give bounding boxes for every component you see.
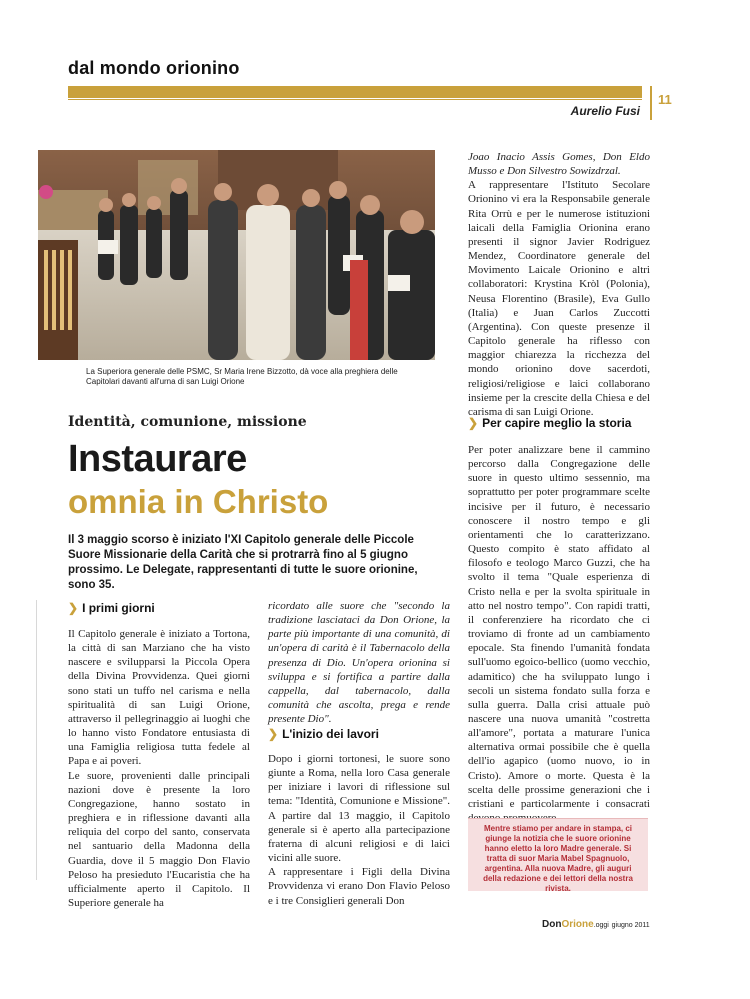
subhead-capire-storia xyxy=(468,416,648,430)
chevron-right-icon: ❯ xyxy=(268,727,279,741)
header-gold-rule xyxy=(68,86,642,98)
section-title: dal mondo orionino xyxy=(68,58,240,78)
page-number: 11 xyxy=(658,92,672,107)
column-3-text xyxy=(468,150,650,419)
column-2-text xyxy=(268,752,450,908)
note-text: Mentre stiamo per andare in stampa, ci giunge la notizia che le suore orionine hanno eletto la loro Madre generale. Si tratta di suor Maria Mabel Spagnuolo, argentina. Alla nuova Madre, gli auguri della redazione e dei lettori della nostra rivista. xyxy=(483,824,633,893)
chapel-photo xyxy=(38,150,435,360)
column-1-text xyxy=(68,627,250,910)
brand-don: Don xyxy=(542,919,562,930)
article-kicker: Identità, comunione, missione xyxy=(68,414,307,430)
brand-orione: Orione xyxy=(561,919,594,930)
subhead-text: Per capire meglio la storia xyxy=(482,416,632,430)
paragraph: Per poter analizzare bene il cammino percorso dalla Congregazione delle suore in questo ultimo sessennio, ma soprattutto per poter programmare scelte incisive per il futuro, è necessario conoscere il nostro tempo e gli orientamenti che lo caratterizzano. Questo compito è stato affidato al filosofo e teologo Marco Guzzi, che ha svolto il tema "Quale esperienza di Cristo nella e per la svolta spirituale in atto nel nostro tempo". Con rapidi tratti, il conferenziere ha ricordato che ci troviamo di fronte ad un cambiamento epocale. Sta finendo l'umanità fondata sull'uomo egoico-bellico (uomo vecchio, adamitico) che ha sviluppato lungo i secoli un sistema fondato sulla forza e sulla guerra. Dalla crisi attuale può nascere una nuova umanità "costretta all'amore", portata a maturare l'unica alternativa ormai possibile che è quella dell'io agapico (uomo nuovo, io in Cristo). Amore o morte. Questa è la scelta delle prossime generazioni che i cristiani e particolarmente i consacrati xyxy=(468,444,650,810)
paragraph: Le suore, provenienti dalle principali nazioni dove è presente la loro Congregazione, hanno sostato in preghiera e in riflessione davanti alla reliquia del corpo del santo, conservata nel santuario della Madonna della Guardia, dove il 5 maggio Don Flavio Peloso ha presieduto l'Eucaristia che ha ufficialmente aperto il Capitolo. Il Superiore generale ha xyxy=(68,769,250,909)
article-lead: Il 3 maggio scorso è iniziato l'XI Capitolo generale delle Piccole Suore Missionarie della Carità che si protrarrà fino al 5 giugno prossimo. Le Delegate, rappresentanti di tutte le suore orionine, sono 35. xyxy=(68,534,418,591)
page-number-bar xyxy=(650,86,652,120)
photo-caption: La Superiora generale delle PSMC, Sr Maria Irene Bizzotto, dà voce alla preghiera delle Capitolari davanti all'urna di san Luigi Orione xyxy=(86,367,398,386)
paragraph: ricordato alle suore che "secondo la tradizione lasciataci da Don Orione, la parte più importante di una comunità, di un'opera di carità è il Tabernacolo della presenza di Dio. Un'opera orionina si sviluppa e si fortifica a partire dalla cappella, dal tabernacolo, dalla comunità che ascolta, prega e rende presente Dio". xyxy=(268,600,450,726)
paragraph: A rappresentare i Figli della Divina Provvidenza vi erano Don Flavio Peloso e i tre Consiglieri generali Don xyxy=(268,866,450,907)
headline-line-1: Instaurare xyxy=(68,438,247,480)
paragraph: Dopo i giorni tortonesi, le suore sono giunte a Roma, nella loro Casa generale per iniziare i lavori di riflessione sul tema: "Identità, Comunione e Missione". A partire dal 13 maggio, il Capitolo generale si è aperto alla partecipazione fraterna di alcuni religiosi e di laici vicini alle suore. xyxy=(268,753,450,865)
headline-line-2: omnia in Christo xyxy=(68,483,329,520)
subhead-primi-giorni xyxy=(68,601,248,615)
brand-oggi: .oggi xyxy=(593,922,609,929)
paragraph: Joao Inacio Assis Gomes, Don Eldo Musso e Don Silvestro Sowizdrzal. xyxy=(468,151,650,178)
subhead-text: L'inizio dei lavori xyxy=(282,727,379,741)
author-name: Aurelio Fusi xyxy=(570,104,640,118)
paragraph: Il Capitolo generale è iniziato a Tortona, la città di san Marziano che ha visto nascere e svilupparsi la Piccola Opera della Divina Provvidenza. Quei giorni sono stati un tuffo nel carisma e nella spiritualità di san Luigi Orione, attraverso il pellegrinaggio ai luoghi che lo hanno visto Fondatore entusiasta di una Famiglia religiosa tutta fedele al Papa e ai poveri. xyxy=(68,628,250,768)
header-thin-rule xyxy=(68,99,642,100)
chevron-right-icon: ❯ xyxy=(468,416,479,430)
chapel-photo-illustration xyxy=(38,150,435,360)
paragraph: A rappresentare l'Istituto Secolare Orionino vi era la Responsabile generale Rita Orrù e per le numerose istituzioni laicali della Famiglia Orionina erano presenti il signor Javier Rodriguez Mendez, Coordinatore generale del Movimento Laicale Orionino e altri collaboratori: Krystina Kròl (Polonia), Neusa Florentino (Brasile), Eva Gullo (Italia) e Juan Carlos Zuccotti (Argentina). Con queste presenze il Capitolo generale ha riflesso con maggior chiarezza la ricchezza del mondo orionino dove sacerdoti, religiosi/religiose e laici collaborano insieme per la crescite della Chiesa e del carisma di san Luigi Orione. xyxy=(468,179,650,418)
subhead-inizio-lavori xyxy=(268,727,448,741)
footer-date: giugno 2011 xyxy=(611,922,650,929)
subhead-text: I primi giorni xyxy=(82,601,155,615)
stop-press-note xyxy=(468,818,648,891)
chevron-right-icon: ❯ xyxy=(68,601,79,615)
footer-brand xyxy=(542,919,650,930)
margin-line xyxy=(36,600,37,880)
